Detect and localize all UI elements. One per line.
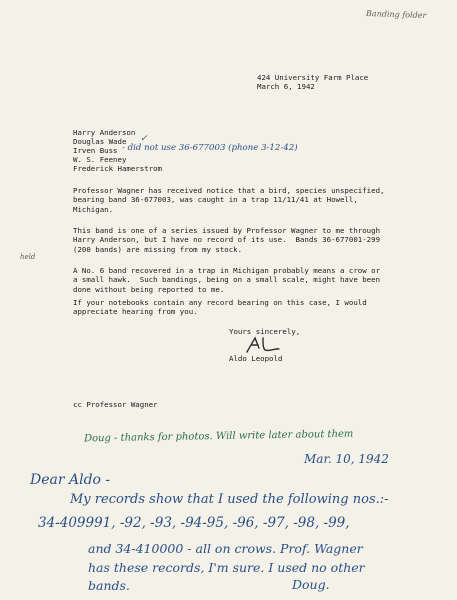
recipient-5: Frederick Hamerstrom bbox=[73, 164, 162, 173]
photos-note: Doug - thanks for photos. Will write later about them bbox=[83, 428, 354, 445]
signature-name: Aldo Leopold bbox=[229, 354, 283, 363]
letter-date: March 6, 1942 bbox=[257, 82, 315, 91]
recipient-1: Harry Anderson bbox=[73, 128, 136, 137]
closing: Yours sincerely, bbox=[229, 327, 301, 336]
recipient-3-note: - did not use 36-677003 (phone 3-12-42) bbox=[122, 143, 298, 153]
reply-line-2: 34-409991, -92, -93, -94-95, -96, -97, -98, -99, bbox=[38, 515, 350, 531]
reply-line-1: My records show that I used the following nos.:- bbox=[70, 492, 389, 507]
margin-note: held bbox=[20, 253, 36, 261]
signature-initials bbox=[243, 334, 283, 356]
cc-line: cc Professor Wagner bbox=[73, 400, 158, 409]
paragraph-4: If your notebooks contain any record bearing on this case, I would appreciate hearing from you. bbox=[73, 298, 367, 317]
reply-line-4: has these records, I'm sure. I used no other bbox=[88, 560, 365, 575]
reply-date: Mar. 10, 1942 bbox=[304, 452, 389, 466]
recipient-2: Douglas Wade bbox=[73, 137, 127, 146]
return-address: 424 University Farm Place bbox=[257, 73, 369, 82]
reply-salutation: Dear Aldo - bbox=[30, 472, 111, 488]
reply-line-5: bands. bbox=[88, 578, 130, 593]
reply-line-3: and 34-410000 - all on crows. Prof. Wagner bbox=[88, 541, 363, 556]
recipient-3: Irven Buss bbox=[73, 146, 118, 155]
paragraph-1: Professor Wagner has received notice that a bird, species unspecified, bearing band 36-677003, was caught in a trap 11/11/41 at Howell, Michigan. bbox=[73, 186, 385, 214]
filing-note: Banding folder bbox=[365, 8, 427, 21]
paragraph-3: A No. 6 band recovered in a trap in Michigan probably means a crow or a small hawk. Such bandings, being on a small scale, might have been done without being reported to me. bbox=[73, 266, 381, 294]
recipient-2-check: ✓ bbox=[140, 134, 148, 144]
reply-signoff: Doug. bbox=[292, 577, 330, 592]
paragraph-2: This band is one of a series issued by Professor Wagner to me through Harry Anderson, but I have no record of its use. Bands 36-677001-299 (200 bands) are missing from my stock. bbox=[73, 226, 381, 254]
recipient-4: W. S. Feeney bbox=[73, 155, 127, 164]
